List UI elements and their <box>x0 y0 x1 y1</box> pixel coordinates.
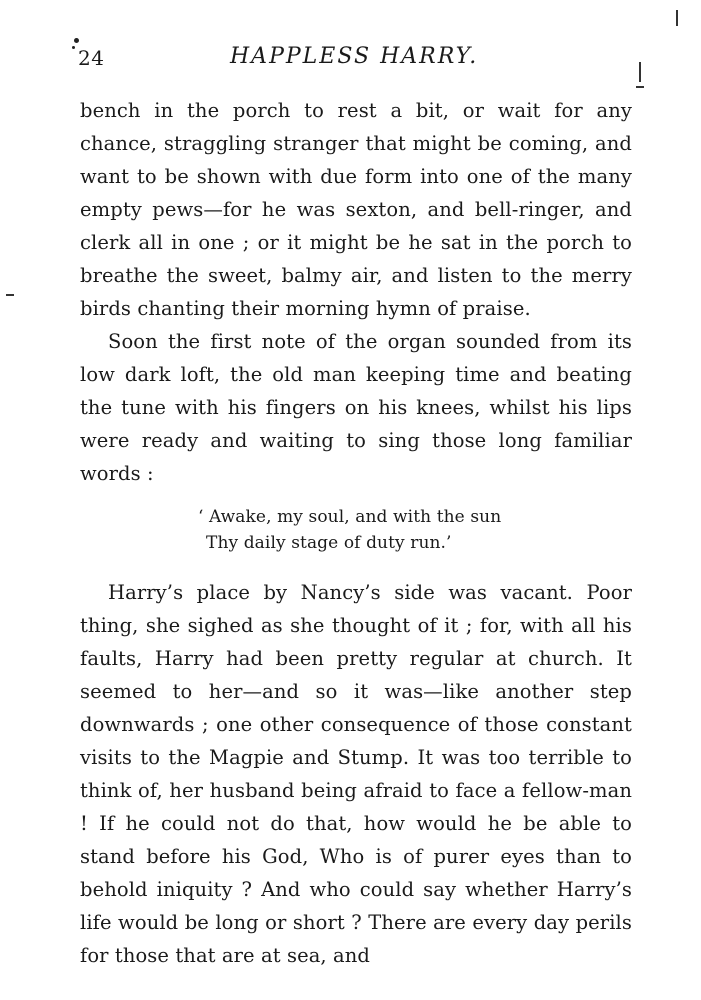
hymn-line: ‘ Awake, my soul, and with the sun <box>198 507 502 527</box>
page-body <box>80 94 632 972</box>
margin-mark <box>639 62 641 82</box>
page-number: 24 <box>78 46 105 70</box>
paragraph: Harry’s place by Nancy’s side was vacant. Poor thing, she sighed as she thought of it ; for, with all his faults, Harry had been pretty regular at church. It seemed to her—and so it was—like another step downwards ; one other consequence of those constant visits to the Magpie and Stump. It was too terrible to think of, her husband being afraid to face a fellow-man ! If he could not do that, how would he be able to stand before his God, Who is of purer eyes than to behold iniquity ? And who could say whether Harry’s life would be long or short ? There are every day perils for those that are at sea, and <box>80 581 632 967</box>
ink-speck <box>74 38 79 43</box>
margin-mark <box>6 294 14 296</box>
running-title: HAPPLESS HARRY. <box>230 44 479 69</box>
hymn-quote <box>80 504 632 556</box>
hymn-line: Thy daily stage of duty run.’ <box>206 533 452 553</box>
margin-mark <box>636 86 644 88</box>
ink-speck <box>72 46 75 49</box>
margin-mark <box>676 10 678 26</box>
page-header <box>70 42 637 78</box>
paragraph: bench in the porch to rest a bit, or wait for any chance, straggling stranger that might be coming, and want to be shown with due form into one of the many empty pews—for he was sexton, and bell-ringer, and clerk all in one ; or it might be he sat in the porch to breathe the sweet, balmy air, and listen to the merry birds chanting their morning hymn of praise. <box>80 99 632 320</box>
paragraph: Soon the first note of the organ sounded from its low dark loft, the old man keeping time and beating the tune with his fingers on his knees, whilst his lips were ready and waiting to sing those long familiar words : <box>80 330 632 485</box>
